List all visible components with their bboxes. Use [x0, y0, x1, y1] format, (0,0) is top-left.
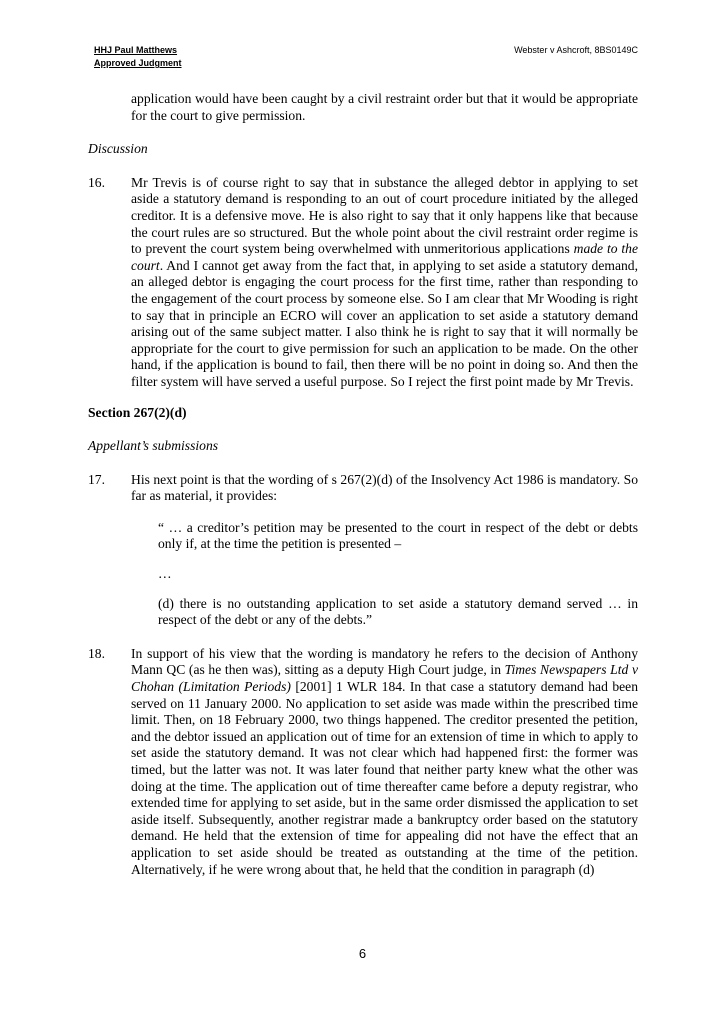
paragraph-number: 18.	[88, 645, 105, 661]
quote-ellipsis: …	[158, 566, 172, 582]
page-number: 6	[358, 946, 367, 961]
judgment-status: Approved Judgment	[94, 58, 182, 68]
text-run: [2001] 1 WLR 184. In that case a statutory demand had been served on 11 January 2000. No application to set aside was made within the prescribed time limit. Then, on 18 February 2000, two things happened. The creditor presented the petition, and the debtor issued an application out of time for an extension of time in which to apply to set aside the statutory demand. It was not clear which had happened first: the former was timed, but the latter was not. It was later found that neither party knew what the other was doing at the time. The application out of time thereafter came before a deputy registrar, who extended time for applying to set aside, but in the same order dismissed the application to set aside itself. Subsequently, another registrar made a bankruptcy order based on the statutory demand. He held that the extension of time for appealing did not have the effect that an application to set aside should be treated as outstanding at the time of the petition. Alternatively, if he were wrong about that, he held that the condition in paragraph (d)	[131, 679, 638, 877]
heading-section: Section 267(2)(d)	[88, 404, 187, 420]
paragraph-number: 17.	[88, 471, 105, 487]
text-run: . And I cannot get away from the fact that, in applying to set aside a statutory demand, an alleged debtor is engaging the court process for the first time, rather than responding to the engagement of the court process by someone else. So I am clear that Mr Wooding is right to say that in principle an ECRO will cover an application to set aside a statutory demand arising out of the same subject matter. I also think he is right to say that it will normally be appropriate for the court to give permission for such an application to be made. On the other hand, if the application is bound to fail, then there will be no point in doing so. And then the filter system will have served a useful purpose. So I reject the first point made by Mr Trevis.	[131, 257, 638, 389]
continued-paragraph: application would have been caught by a civil restraint order but that it would be appropriate for the court to give permission.	[131, 91, 638, 123]
judge-name: HHJ Paul Matthews	[94, 45, 178, 55]
judgment-body	[88, 91, 638, 892]
emphasis: made to the court	[131, 241, 638, 273]
paragraph-18	[88, 646, 638, 878]
paragraph-16	[88, 175, 638, 391]
paragraph-text	[131, 175, 638, 391]
paragraph-number: 16.	[88, 174, 105, 190]
heading-submissions: Appellant’s submissions	[88, 438, 219, 454]
case-reference: Webster v Ashcroft, 8BS0149C	[514, 45, 638, 55]
case-citation: Times Newspapers Ltd v Chohan (Limitation Periods)	[131, 662, 638, 695]
quote-line-2: (d) there is no outstanding application to set aside a statutory demand served … in respect of the debt or any of the debts.”	[158, 595, 638, 628]
paragraph-17	[88, 472, 638, 505]
text-run: Mr Trevis is of course right to say that in substance the alleged debtor in applying to set aside a statutory demand is responding to an out of court procedure initiated by the alleged creditor. It is a defensive move. He is also right to say that it only happens like that because the court rules are so structured. But the whole point about the civil restraint order regime is to prevent the court system being overwhelmed with unmeritorious applications	[131, 174, 638, 257]
quote-line-1: “ … a creditor’s petition may be presented to the court in respect of the debt or debts only if, at the time the petition is presented –	[158, 519, 638, 552]
heading-discussion: Discussion	[88, 141, 148, 157]
running-header-left	[94, 44, 182, 70]
text-run: In support of his view that the wording is mandatory he refers to the decision of Anthony Mann QC (as he then was), sitting as a deputy High Court judge, in	[131, 645, 638, 678]
paragraph-text	[131, 646, 638, 878]
paragraph-text: His next point is that the wording of s 267(2)(d) of the Insolvency Act 1986 is mandatory. So far as material, it provides:	[131, 471, 638, 504]
